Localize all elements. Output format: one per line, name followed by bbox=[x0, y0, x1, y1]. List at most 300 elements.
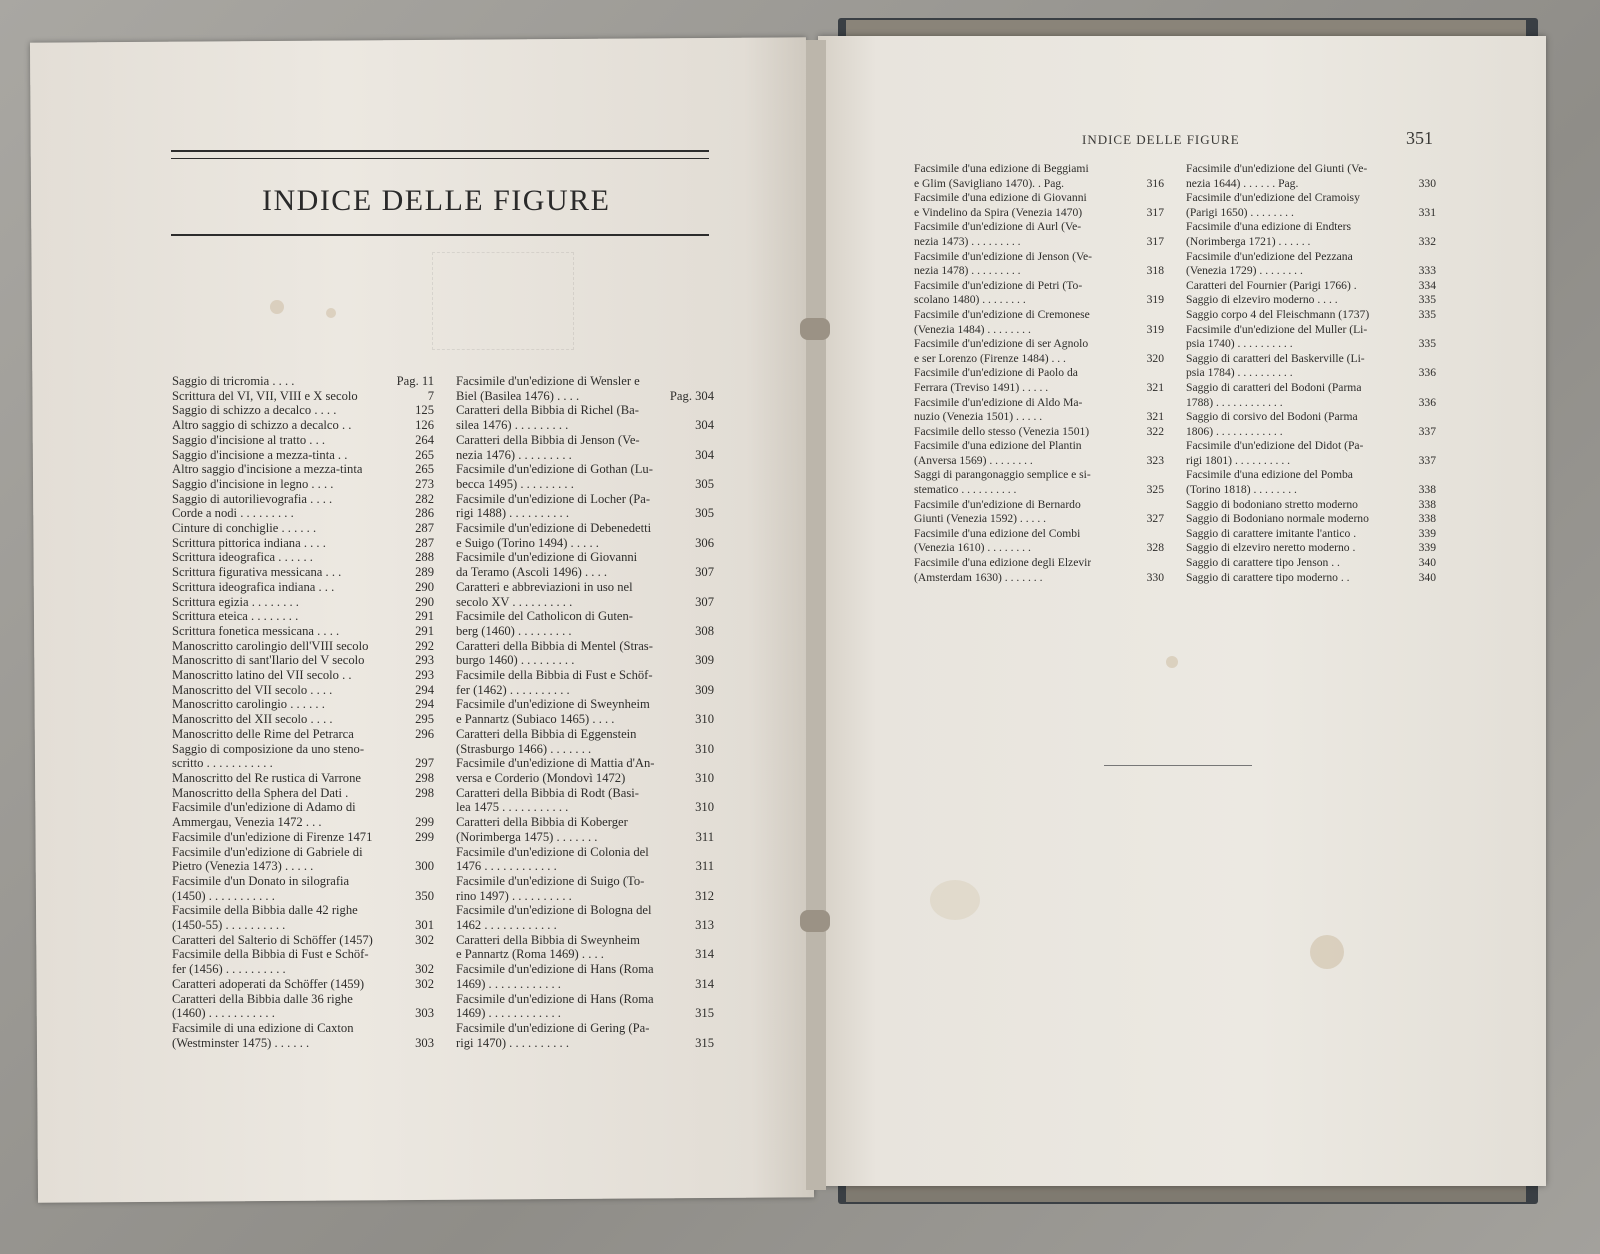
index-entry bbox=[1186, 264, 1436, 279]
entry-title: Facsimile d'un'edizione di Aldo Ma- bbox=[914, 395, 1083, 409]
entry-page bbox=[712, 550, 714, 565]
entry-page bbox=[1162, 220, 1164, 235]
index-entry bbox=[1186, 220, 1436, 235]
entry-page: 317 bbox=[1146, 234, 1164, 248]
index-entry bbox=[172, 771, 434, 786]
entry-page: 305 bbox=[695, 476, 714, 491]
index-entry bbox=[456, 683, 714, 698]
entry-title: Facsimile d'un'edizione di Wensler e bbox=[456, 374, 640, 388]
entry-title: Caratteri della Bibbia dalle 36 righe bbox=[172, 991, 353, 1006]
entry-title: Caratteri della Bibbia di Jenson (Ve- bbox=[456, 432, 640, 447]
entry-page: 315 bbox=[695, 1006, 714, 1021]
entry-page bbox=[712, 903, 714, 918]
entry-page bbox=[432, 1021, 434, 1036]
index-entry bbox=[172, 418, 434, 433]
entry-title: Facsimile d'un'edizione di Bologna del bbox=[456, 903, 652, 918]
index-entry bbox=[172, 433, 434, 448]
library-stamp bbox=[432, 252, 574, 350]
index-entry bbox=[456, 550, 714, 565]
index-entry bbox=[456, 433, 714, 448]
entry-title: (Venezia 1729) . . . . . . . . bbox=[1186, 264, 1303, 278]
entry-page: 337 bbox=[1418, 453, 1436, 467]
entry-page bbox=[1434, 468, 1436, 483]
entry-title: (1460) . . . . . . . . . . . bbox=[172, 1006, 275, 1021]
entry-page: 316 bbox=[1146, 176, 1164, 190]
index-entry bbox=[914, 279, 1164, 294]
entry-page: 332 bbox=[1418, 234, 1436, 248]
index-entry bbox=[172, 1021, 434, 1036]
entry-page: 313 bbox=[695, 918, 714, 933]
entry-title: Facsimile d'una edizione del Pomba bbox=[1186, 468, 1353, 482]
left-column-2 bbox=[456, 374, 714, 1050]
index-entry bbox=[456, 1006, 714, 1021]
entry-page bbox=[1162, 250, 1164, 265]
index-entry bbox=[914, 206, 1164, 221]
entry-page bbox=[712, 403, 714, 418]
entry-page: 298 bbox=[415, 770, 434, 785]
entry-page: 303 bbox=[415, 1035, 434, 1050]
entry-page bbox=[432, 800, 434, 815]
entry-title: nezia 1644) . . . . . . Pag. bbox=[1186, 176, 1299, 190]
index-entry bbox=[914, 483, 1164, 498]
entry-page bbox=[1434, 250, 1436, 265]
index-entry bbox=[914, 425, 1164, 440]
index-entry bbox=[172, 992, 434, 1007]
entry-title: lea 1475 . . . . . . . . . . . bbox=[456, 800, 569, 815]
entry-title: Facsimile d'un'edizione di Aurl (Ve- bbox=[914, 220, 1082, 234]
entry-page: 327 bbox=[1146, 512, 1164, 526]
entry-title: Saggi di parangonaggio semplice e si- bbox=[914, 468, 1091, 482]
index-entry bbox=[1186, 162, 1436, 177]
entry-title: Facsimile della Bibbia di Fust e Schöf- bbox=[172, 947, 369, 962]
entry-title: Scrittura ideografica . . . . . . bbox=[172, 550, 313, 565]
index-entry bbox=[456, 565, 714, 580]
entry-title: Caratteri della Bibbia di Rodt (Basi- bbox=[456, 785, 639, 800]
entry-title: Manoscritto carolingio . . . . . . bbox=[172, 697, 325, 712]
index-entry bbox=[914, 512, 1164, 527]
entry-page bbox=[712, 933, 714, 948]
entry-title: Caratteri della Bibbia di Eggenstein bbox=[456, 726, 637, 741]
entry-page bbox=[432, 845, 434, 860]
entry-page: 293 bbox=[415, 668, 434, 683]
entry-title: Saggio di composizione da uno steno- bbox=[172, 741, 365, 756]
entry-title: nezia 1476) . . . . . . . . . bbox=[456, 447, 572, 462]
entry-page: 340 bbox=[1418, 556, 1436, 570]
index-entry bbox=[456, 403, 714, 418]
index-entry bbox=[172, 462, 434, 477]
index-entry bbox=[914, 439, 1164, 454]
entry-title: Facsimile d'un'edizione di Gothan (Lu- bbox=[456, 462, 653, 477]
entry-title: Facsimile d'un'edizione di Petri (To- bbox=[914, 278, 1083, 292]
index-entry bbox=[172, 859, 434, 874]
entry-page bbox=[1162, 468, 1164, 483]
entry-title: Facsimile d'un'edizione di Paolo da bbox=[914, 366, 1078, 380]
index-entry bbox=[914, 571, 1164, 586]
entry-title: psia 1784) . . . . . . . . . . bbox=[1186, 366, 1293, 380]
entry-page: 310 bbox=[695, 800, 714, 815]
entry-page: 320 bbox=[1146, 351, 1164, 365]
index-entry bbox=[456, 374, 714, 389]
index-entry bbox=[172, 903, 434, 918]
entry-page: 317 bbox=[1146, 205, 1164, 219]
entry-page: 338 bbox=[1418, 483, 1436, 497]
entry-page: 335 bbox=[1418, 307, 1436, 321]
index-entry bbox=[914, 264, 1164, 279]
index-entry bbox=[914, 323, 1164, 338]
index-entry bbox=[172, 506, 434, 521]
index-entry bbox=[172, 947, 434, 962]
entry-title: 1462 . . . . . . . . . . . . bbox=[456, 918, 557, 933]
entry-page bbox=[1162, 396, 1164, 411]
index-entry bbox=[456, 933, 714, 948]
entry-title: nezia 1478) . . . . . . . . . bbox=[914, 264, 1021, 278]
index-entry bbox=[456, 389, 714, 404]
index-entry bbox=[172, 477, 434, 492]
entry-title: 1806) . . . . . . . . . . . . bbox=[1186, 424, 1283, 438]
index-entry bbox=[172, 595, 434, 610]
paper-stain bbox=[270, 300, 284, 314]
entry-title: Caratteri del Fournier (Parigi 1766) . bbox=[1186, 278, 1357, 292]
entry-page: 321 bbox=[1146, 380, 1164, 394]
entry-page: 294 bbox=[415, 697, 434, 712]
entry-page bbox=[712, 845, 714, 860]
entry-page: Pag. 11 bbox=[396, 374, 434, 388]
entry-title: Saggio di bodoniano stretto moderno bbox=[1186, 497, 1358, 511]
index-entry bbox=[914, 308, 1164, 323]
index-entry bbox=[172, 786, 434, 801]
entry-title: Saggio di caratteri del Bodoni (Parma bbox=[1186, 380, 1362, 394]
entry-page: 335 bbox=[1418, 337, 1436, 351]
entry-title: Facsimile d'un'edizione di ser Agnolo bbox=[914, 337, 1089, 351]
entry-title: (1450) . . . . . . . . . . . bbox=[172, 888, 275, 903]
index-entry bbox=[914, 220, 1164, 235]
entry-title: Caratteri della Bibbia di Sweynheim bbox=[456, 932, 640, 947]
index-entry bbox=[456, 448, 714, 463]
entry-title: Scrittura ideografica indiana . . . bbox=[172, 579, 335, 594]
entry-page: 303 bbox=[415, 1006, 434, 1021]
entry-page bbox=[712, 727, 714, 742]
entry-title: Saggio di carattere tipo Jenson . . bbox=[1186, 556, 1340, 570]
entry-title: Manoscritto latino del VII secolo . . bbox=[172, 668, 352, 683]
entry-title: e Glim (Savigliano 1470). . Pag. bbox=[914, 176, 1065, 190]
index-entry bbox=[172, 874, 434, 889]
entry-title: Facsimile d'un'edizione di Firenze 1471 bbox=[172, 829, 373, 844]
entry-title: Facsimile d'una edizione degli Elzevir bbox=[914, 556, 1092, 570]
entry-title: Scrittura eteica . . . . . . . . bbox=[172, 609, 299, 624]
entry-page: 306 bbox=[695, 535, 714, 550]
index-entry bbox=[172, 918, 434, 933]
entry-page: 273 bbox=[415, 476, 434, 491]
entry-title: Scrittura egizia . . . . . . . . bbox=[172, 594, 299, 609]
entry-title: Caratteri della Bibbia di Koberger bbox=[456, 815, 628, 830]
index-entry bbox=[1186, 366, 1436, 381]
entry-page: 310 bbox=[695, 712, 714, 727]
entry-page bbox=[1434, 352, 1436, 367]
entry-page: 315 bbox=[695, 1035, 714, 1050]
index-entry bbox=[172, 565, 434, 580]
entry-page bbox=[1434, 381, 1436, 396]
index-entry bbox=[456, 815, 714, 830]
entry-title: 1788) . . . . . . . . . . . . bbox=[1186, 395, 1283, 409]
entry-page: 323 bbox=[1146, 453, 1164, 467]
entry-page bbox=[1162, 498, 1164, 513]
index-entry bbox=[1186, 308, 1436, 323]
index-entry bbox=[914, 191, 1164, 206]
entry-title: Manoscritto delle Rime del Petrarca bbox=[172, 726, 354, 741]
entry-page bbox=[1162, 162, 1164, 177]
index-entry bbox=[456, 580, 714, 595]
entry-title: Saggio di carattere imitante l'antico . bbox=[1186, 526, 1357, 540]
entry-title: Facsimile d'un'edizione di Adamo di bbox=[172, 800, 356, 815]
entry-title: Giunti (Venezia 1592) . . . . . bbox=[914, 512, 1047, 526]
entry-title: Saggio d'incisione in legno . . . . bbox=[172, 476, 334, 491]
entry-title: Altro saggio d'incisione a mezza-tinta bbox=[172, 462, 363, 477]
entry-page bbox=[1162, 191, 1164, 206]
entry-page: 338 bbox=[1418, 497, 1436, 511]
entry-title: Facsimile d'una edizione di Beggiami bbox=[914, 162, 1089, 175]
entry-title: versa e Corderio (Mondovì 1472) bbox=[456, 770, 626, 785]
entry-title: Manoscritto del Re rustica di Varrone bbox=[172, 770, 361, 785]
entry-title: (Westminster 1475) . . . . . . bbox=[172, 1035, 310, 1050]
entry-title: Caratteri adoperati da Schöffer (1459) bbox=[172, 976, 365, 991]
index-entry bbox=[1186, 541, 1436, 556]
entry-title: e Pannartz (Subiaco 1465) . . . . bbox=[456, 712, 615, 727]
page-number: 351 bbox=[1406, 128, 1433, 148]
binding-stitch bbox=[800, 910, 830, 932]
index-entry bbox=[456, 653, 714, 668]
end-rule bbox=[1104, 765, 1252, 766]
entry-title: Facsimile d'un'edizione di Gabriele di bbox=[172, 844, 363, 859]
index-entry bbox=[456, 595, 714, 610]
index-entry bbox=[172, 697, 434, 712]
entry-page bbox=[1434, 162, 1436, 177]
index-entry bbox=[172, 374, 434, 389]
entry-title: Facsimile d'un'edizione di Cremonese bbox=[914, 307, 1090, 321]
right-column-2 bbox=[1186, 162, 1436, 585]
entry-title: fer (1456) . . . . . . . . . . bbox=[172, 962, 286, 977]
index-entry bbox=[172, 962, 434, 977]
entry-page: 308 bbox=[695, 623, 714, 638]
index-entry bbox=[456, 1036, 714, 1051]
index-entry bbox=[914, 381, 1164, 396]
entry-title: (Torino 1818) . . . . . . . . bbox=[1186, 483, 1297, 497]
index-entry bbox=[172, 580, 434, 595]
entry-page bbox=[432, 947, 434, 962]
entry-page bbox=[712, 1021, 714, 1036]
entry-title: Facsimile dello stesso (Venezia 1501) bbox=[914, 424, 1090, 438]
index-entry bbox=[456, 962, 714, 977]
index-entry bbox=[1186, 250, 1436, 265]
index-entry bbox=[172, 550, 434, 565]
index-entry bbox=[1186, 352, 1436, 367]
entry-title: Facsimile d'una edizione del Combi bbox=[914, 526, 1081, 540]
index-entry bbox=[1186, 177, 1436, 192]
entry-title: Caratteri e abbreviazioni in uso nel bbox=[456, 579, 633, 594]
index-entry bbox=[1186, 279, 1436, 294]
index-entry bbox=[456, 859, 714, 874]
entry-page: 297 bbox=[415, 756, 434, 771]
index-entry bbox=[456, 889, 714, 904]
entry-page bbox=[712, 697, 714, 712]
entry-title: (Norimberga 1475) . . . . . . . bbox=[456, 829, 598, 844]
entry-page bbox=[432, 742, 434, 757]
index-entry bbox=[172, 830, 434, 845]
entry-page: 288 bbox=[415, 550, 434, 565]
index-entry bbox=[914, 366, 1164, 381]
book-spine bbox=[806, 40, 826, 1190]
entry-page bbox=[432, 992, 434, 1007]
entry-page: 265 bbox=[415, 462, 434, 477]
index-entry bbox=[456, 609, 714, 624]
entry-title: Saggio di schizzo a decalco . . . . bbox=[172, 403, 337, 418]
entry-page: 295 bbox=[415, 712, 434, 727]
entry-page: 286 bbox=[415, 506, 434, 521]
entry-title: Scrittura pittorica indiana . . . . bbox=[172, 535, 326, 550]
index-entry bbox=[456, 712, 714, 727]
index-entry bbox=[456, 477, 714, 492]
paper-stain bbox=[930, 880, 980, 920]
entry-title: Caratteri della Bibbia di Mentel (Stras- bbox=[456, 638, 653, 653]
entry-title: rino 1497) . . . . . . . . . . bbox=[456, 888, 572, 903]
entry-title: Scrittura del VI, VII, VIII e X secolo bbox=[172, 388, 358, 403]
index-entry bbox=[914, 541, 1164, 556]
index-entry bbox=[914, 454, 1164, 469]
entry-page: 287 bbox=[415, 521, 434, 536]
entry-title: (Amsterdam 1630) . . . . . . . bbox=[914, 570, 1043, 584]
entry-page bbox=[712, 492, 714, 507]
entry-title: berg (1460) . . . . . . . . . bbox=[456, 623, 572, 638]
entry-page: 319 bbox=[1146, 322, 1164, 336]
index-entry bbox=[172, 448, 434, 463]
entry-title: Facsimile del Catholicon di Guten- bbox=[456, 609, 633, 624]
index-entry bbox=[1186, 235, 1436, 250]
entry-title: Manoscritto del XII secolo . . . . bbox=[172, 712, 333, 727]
index-entry bbox=[172, 389, 434, 404]
entry-title: Cinture di conchiglie . . . . . . bbox=[172, 521, 317, 536]
entry-title: nezia 1473) . . . . . . . . . bbox=[914, 234, 1021, 248]
entry-page: 325 bbox=[1146, 483, 1164, 497]
index-entry bbox=[172, 933, 434, 948]
entry-page: 333 bbox=[1418, 264, 1436, 278]
entry-page: 302 bbox=[415, 962, 434, 977]
entry-title: Facsimile della Bibbia di Fust e Schöf- bbox=[456, 668, 653, 683]
entry-page: 321 bbox=[1146, 410, 1164, 424]
index-entry bbox=[1186, 337, 1436, 352]
entry-title: psia 1740) . . . . . . . . . . bbox=[1186, 337, 1293, 351]
entry-title: Saggio di elzeviro neretto moderno . bbox=[1186, 541, 1356, 555]
entry-title: (Parigi 1650) . . . . . . . . bbox=[1186, 205, 1294, 219]
right-column-1 bbox=[914, 162, 1164, 585]
index-entry bbox=[172, 1006, 434, 1021]
entry-page bbox=[712, 639, 714, 654]
index-entry bbox=[456, 742, 714, 757]
index-entry bbox=[1186, 556, 1436, 571]
entry-title: Facsimile d'una edizione di Endters bbox=[1186, 220, 1352, 234]
index-entry bbox=[172, 977, 434, 992]
entry-page: 335 bbox=[1418, 293, 1436, 307]
index-entry bbox=[456, 536, 714, 551]
index-entry bbox=[172, 1036, 434, 1051]
entry-page: 305 bbox=[695, 506, 714, 521]
entry-page: 312 bbox=[695, 888, 714, 903]
entry-page: 265 bbox=[415, 447, 434, 462]
entry-page: 290 bbox=[415, 594, 434, 609]
entry-title: scolano 1480) . . . . . . . . bbox=[914, 293, 1026, 307]
entry-page bbox=[432, 903, 434, 918]
index-entry bbox=[172, 624, 434, 639]
entry-title: Manoscritto carolingio dell'VIII secolo bbox=[172, 638, 369, 653]
index-entry bbox=[456, 462, 714, 477]
entry-title: Saggio di autorilievografia . . . . bbox=[172, 491, 333, 506]
entry-page: 311 bbox=[695, 829, 714, 844]
entry-page: 328 bbox=[1146, 541, 1164, 555]
index-entry bbox=[456, 845, 714, 860]
entry-page: 310 bbox=[695, 741, 714, 756]
entry-page: 339 bbox=[1418, 541, 1436, 555]
index-entry bbox=[914, 177, 1164, 192]
index-entry bbox=[456, 727, 714, 742]
entry-title: Facsimile d'un'edizione di Hans (Roma bbox=[456, 991, 654, 1006]
entry-title: (Anversa 1569) . . . . . . . . bbox=[914, 453, 1033, 467]
entry-page bbox=[432, 874, 434, 889]
index-entry bbox=[172, 815, 434, 830]
entry-page: 330 bbox=[1146, 570, 1164, 584]
index-entry bbox=[456, 918, 714, 933]
index-entry bbox=[914, 235, 1164, 250]
entry-page bbox=[712, 756, 714, 771]
entry-page bbox=[712, 374, 714, 389]
entry-title: Ferrara (Treviso 1491) . . . . . bbox=[914, 380, 1049, 394]
entry-title: Facsimile d'un'edizione di Hans (Roma bbox=[456, 962, 654, 977]
entry-title: Facsimile d'un'edizione di Giovanni bbox=[456, 550, 638, 565]
entry-page bbox=[1162, 439, 1164, 454]
index-entry bbox=[456, 668, 714, 683]
entry-page bbox=[712, 668, 714, 683]
index-entry bbox=[1186, 381, 1436, 396]
index-entry bbox=[456, 903, 714, 918]
entry-title: Manoscritto del VII secolo . . . . bbox=[172, 682, 333, 697]
entry-title: Facsimile d'un'edizione di Locher (Pa- bbox=[456, 491, 651, 506]
index-entry bbox=[456, 639, 714, 654]
entry-title: rigi 1488) . . . . . . . . . . bbox=[456, 506, 569, 521]
paper-stain bbox=[326, 308, 336, 318]
entry-title: Saggio di tricromia . . . . bbox=[172, 374, 295, 388]
entry-page: 331 bbox=[1418, 205, 1436, 219]
entry-page bbox=[1434, 323, 1436, 338]
entry-page: 299 bbox=[415, 815, 434, 830]
index-entry bbox=[172, 889, 434, 904]
entry-title: Facsimile d'un Donato in silografia bbox=[172, 873, 350, 888]
index-entry bbox=[456, 947, 714, 962]
entry-title: Manoscritto di sant'Ilario del V secolo bbox=[172, 653, 365, 668]
index-entry bbox=[1186, 468, 1436, 483]
entry-page bbox=[1162, 308, 1164, 323]
entry-page bbox=[1162, 337, 1164, 352]
index-entry bbox=[456, 418, 714, 433]
paper-stain bbox=[1166, 656, 1178, 668]
left-column-1 bbox=[172, 374, 434, 1050]
entry-page: 337 bbox=[1418, 424, 1436, 438]
entry-title: Facsimile della Bibbia dalle 42 righe bbox=[172, 903, 358, 918]
title-rule-bottom bbox=[171, 234, 709, 236]
entry-title: (Strasburgo 1466) . . . . . . . bbox=[456, 741, 592, 756]
index-entry bbox=[456, 506, 714, 521]
index-entry bbox=[1186, 483, 1436, 498]
entry-page: 304 bbox=[695, 447, 714, 462]
index-entry bbox=[1186, 439, 1436, 454]
entry-title: Facsimile d'un'edizione del Pezzana bbox=[1186, 249, 1353, 263]
entry-page bbox=[712, 815, 714, 830]
